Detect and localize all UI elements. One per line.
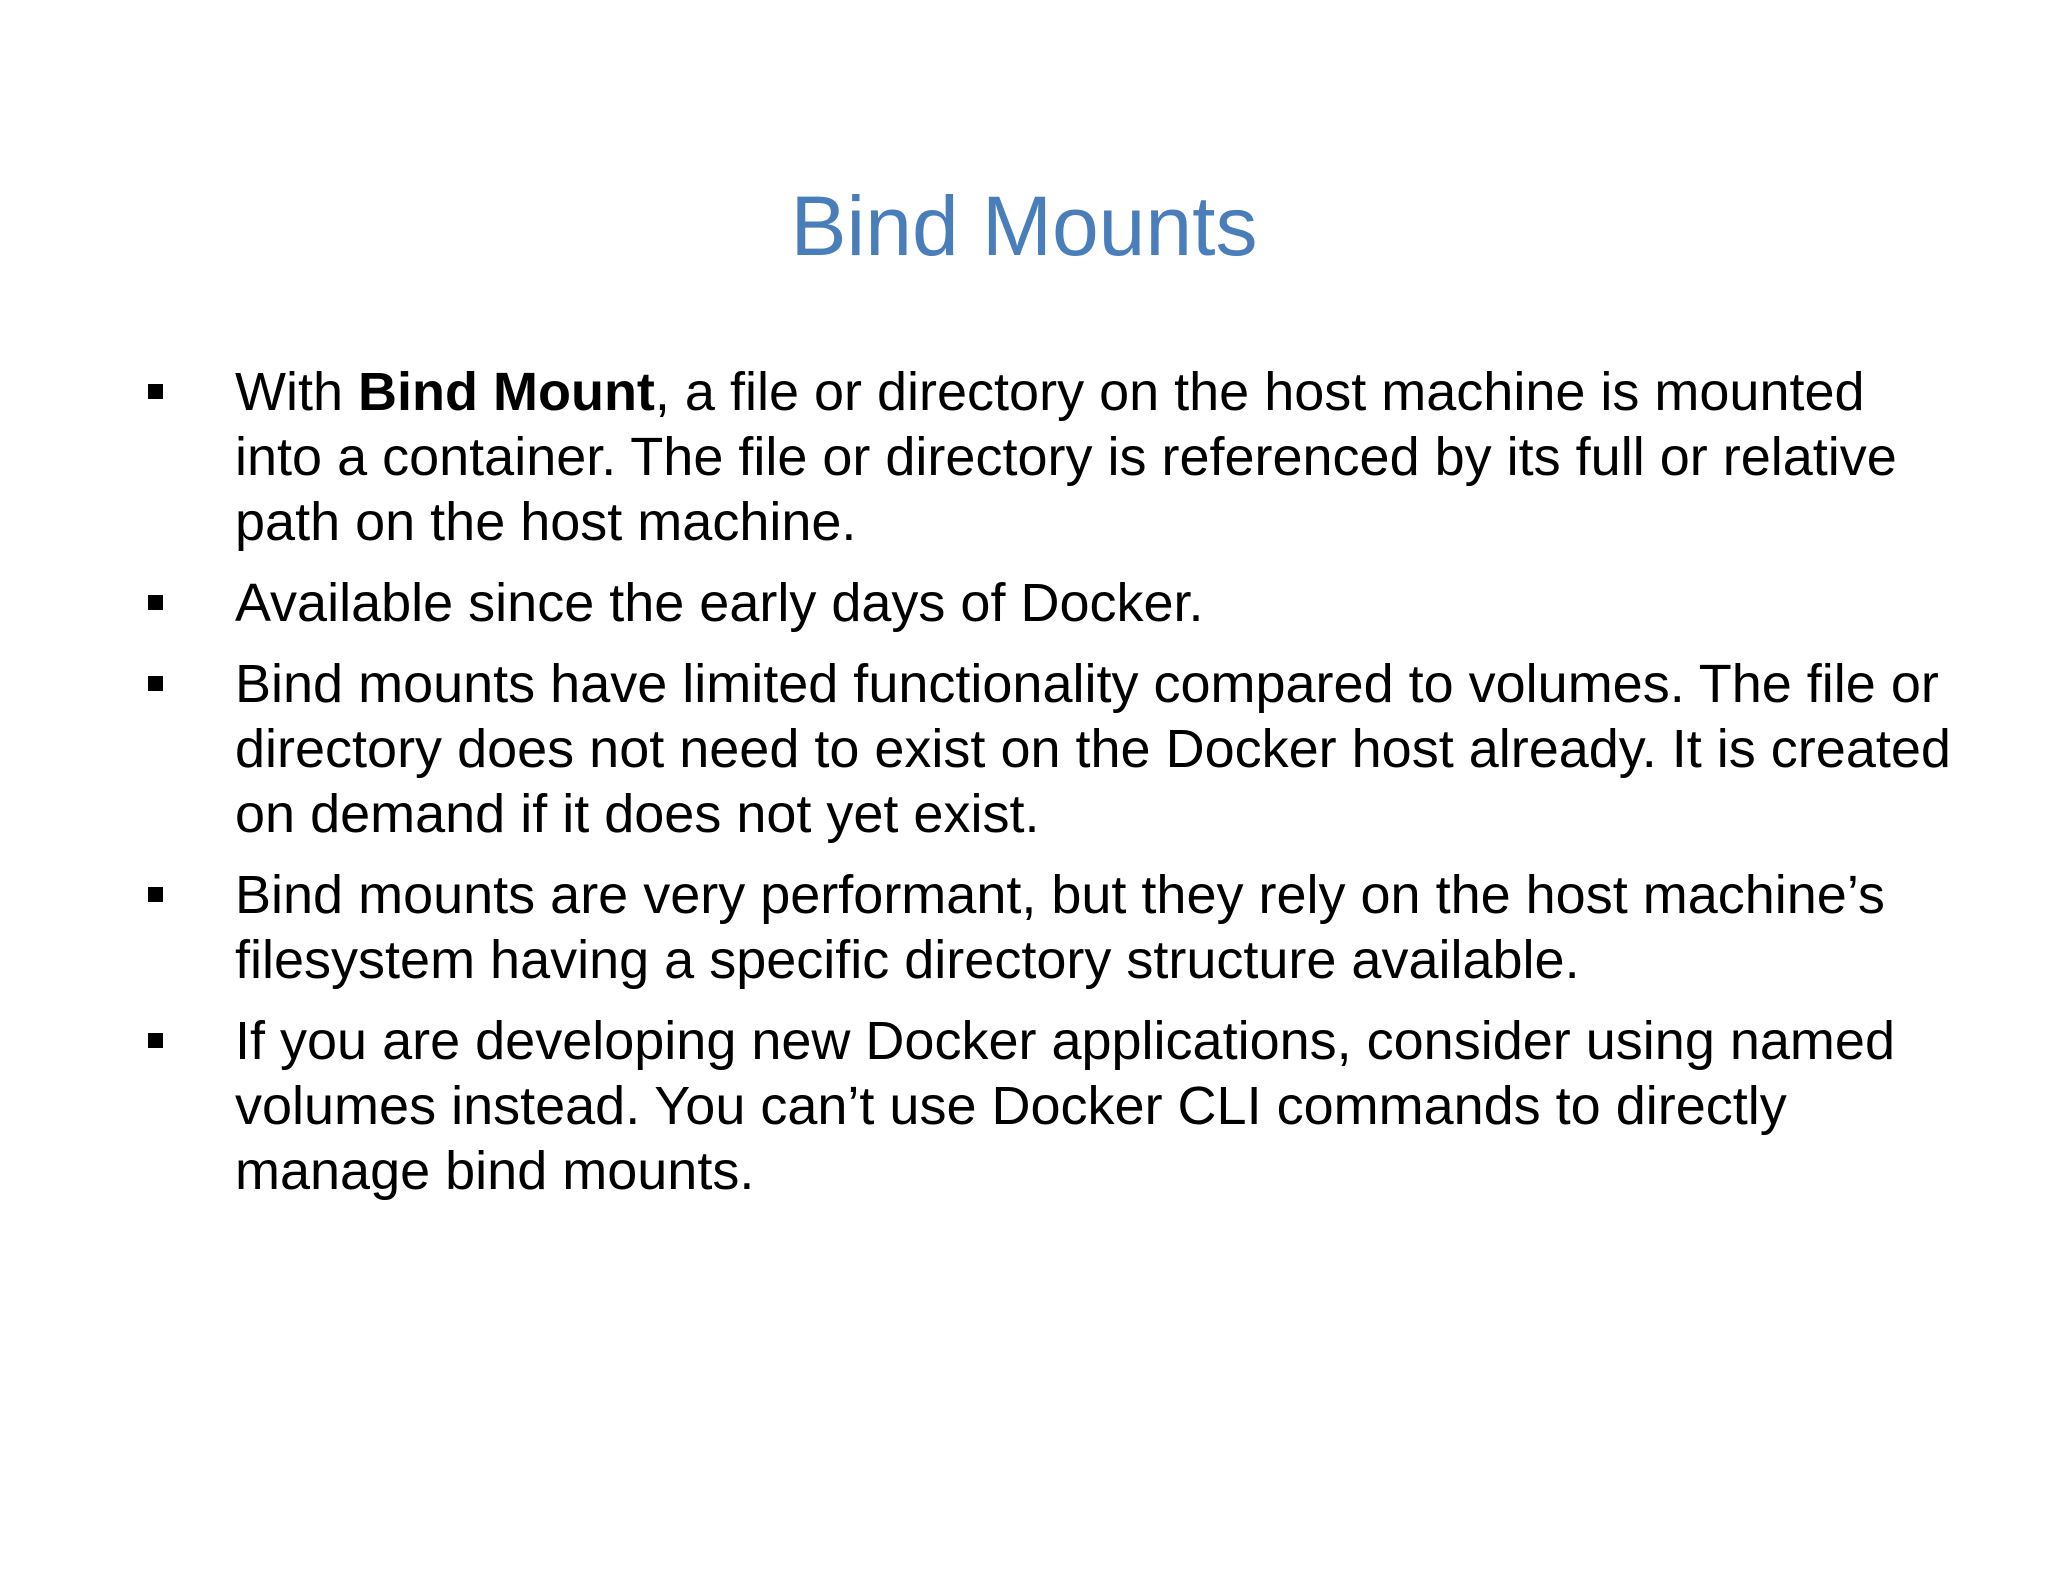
- bullet-item: [140, 863, 1960, 993]
- bullet-item: [140, 1009, 1960, 1204]
- bullet-text: Bind mounts are very performant, but they rely on the host machine’s filesystem having a specific directory structure available.: [235, 865, 1885, 990]
- square-bullet-icon: [148, 595, 163, 610]
- bullet-text: Bind mounts have limited functionality compared to volumes. The file or directory does not need to exist on the Docker host already. It is created on demand if it does not yet exist.: [235, 654, 1951, 844]
- bullet-text: Available since the early days of Docker.: [235, 573, 1204, 633]
- bullet-list: [140, 360, 1960, 1220]
- bold-term: Bind Mount: [358, 362, 655, 422]
- square-bullet-icon: [148, 1033, 163, 1048]
- bullet-item: [140, 571, 1960, 636]
- bullet-text: With Bind Mount, a file or directory on the host machine is mounted into a container. The file or directory is referenced by its full or relative path on the host machine.: [235, 362, 1897, 552]
- square-bullet-icon: [148, 887, 163, 902]
- bullet-item: [140, 360, 1960, 555]
- square-bullet-icon: [148, 384, 163, 399]
- bullet-item: [140, 652, 1960, 847]
- square-bullet-icon: [148, 676, 163, 691]
- slide-title: Bind Mounts: [790, 179, 1258, 273]
- bullet-text: If you are developing new Docker applications, consider using named volumes instead. You can’t use Docker CLI commands to directly manage bind mounts.: [235, 1011, 1895, 1201]
